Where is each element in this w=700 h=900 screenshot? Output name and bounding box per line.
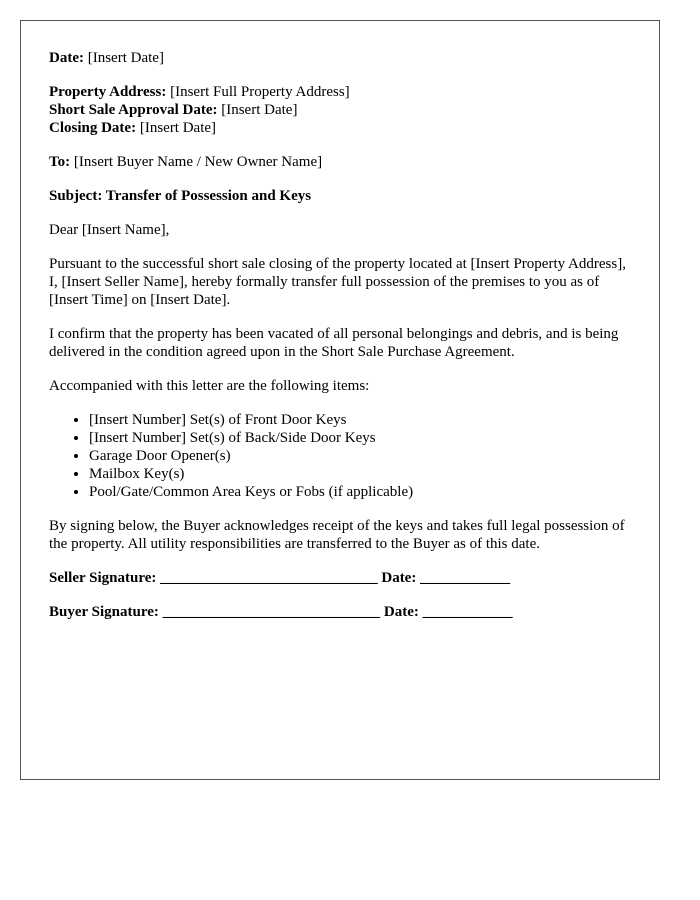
letter-page: [20, 20, 660, 780]
recipient-value: [Insert Buyer Name / New Owner Name]: [73, 154, 323, 170]
list-item: • Pool/Gate/Common Area Keys or Fobs (if applicable): [89, 483, 631, 501]
salutation: Dear [Insert Name],: [49, 222, 170, 238]
closing-date-line: [49, 119, 631, 137]
subject-line: Subject: Transfer of Possession and Keys: [49, 188, 312, 204]
items-list: [49, 411, 631, 501]
approval-date-line: [49, 101, 631, 119]
items-intro: Accompanied with this letter are the following items:: [49, 378, 370, 394]
property-address-value: [Insert Full Property Address]: [170, 84, 350, 100]
buyer-signature-line: Buyer Signature: _____________________________ Date: ____________: [49, 604, 513, 620]
acknowledgement-paragraph: By signing below, the Buyer acknowledges receipt of the keys and takes full legal possession of the property. All utility responsibilities are transferred to the Buyer as of this date.: [49, 518, 625, 552]
closing-date-label: Closing Date:: [49, 120, 137, 136]
seller-signature-line: Seller Signature: _____________________________ Date: ____________: [49, 570, 511, 586]
approval-date-label: Short Sale Approval Date:: [49, 102, 218, 118]
list-item: • Garage Door Opener(s): [89, 447, 631, 465]
list-item: • [Insert Number] Set(s) of Front Door Keys: [89, 411, 631, 429]
approval-date-value: [Insert Date]: [221, 102, 298, 118]
list-item: • Mailbox Key(s): [89, 465, 631, 483]
property-details: [49, 83, 631, 137]
recipient-line: [49, 153, 631, 171]
date-label: Date:: [49, 50, 84, 66]
recipient-label: To:: [49, 154, 71, 170]
body-paragraph-2: I confirm that the property has been vacated of all personal belongings and debris, and is being delivered in the condition agreed upon in the Short Sale Purchase Agreement.: [49, 326, 619, 360]
closing-date-value: [Insert Date]: [139, 120, 217, 136]
property-address-label: Property Address:: [49, 84, 167, 100]
list-item: • [Insert Number] Set(s) of Back/Side Door Keys: [89, 429, 631, 447]
date-line: [49, 49, 631, 67]
date-value: [Insert Date]: [87, 50, 164, 66]
property-address-line: [49, 83, 631, 101]
body-paragraph-1: Pursuant to the successful short sale closing of the property located at [Insert Property Address], I, [Insert Seller Name], hereby formally transfer full possession of the premises to you as of [Insert Time] on [Insert Date].: [49, 256, 626, 308]
